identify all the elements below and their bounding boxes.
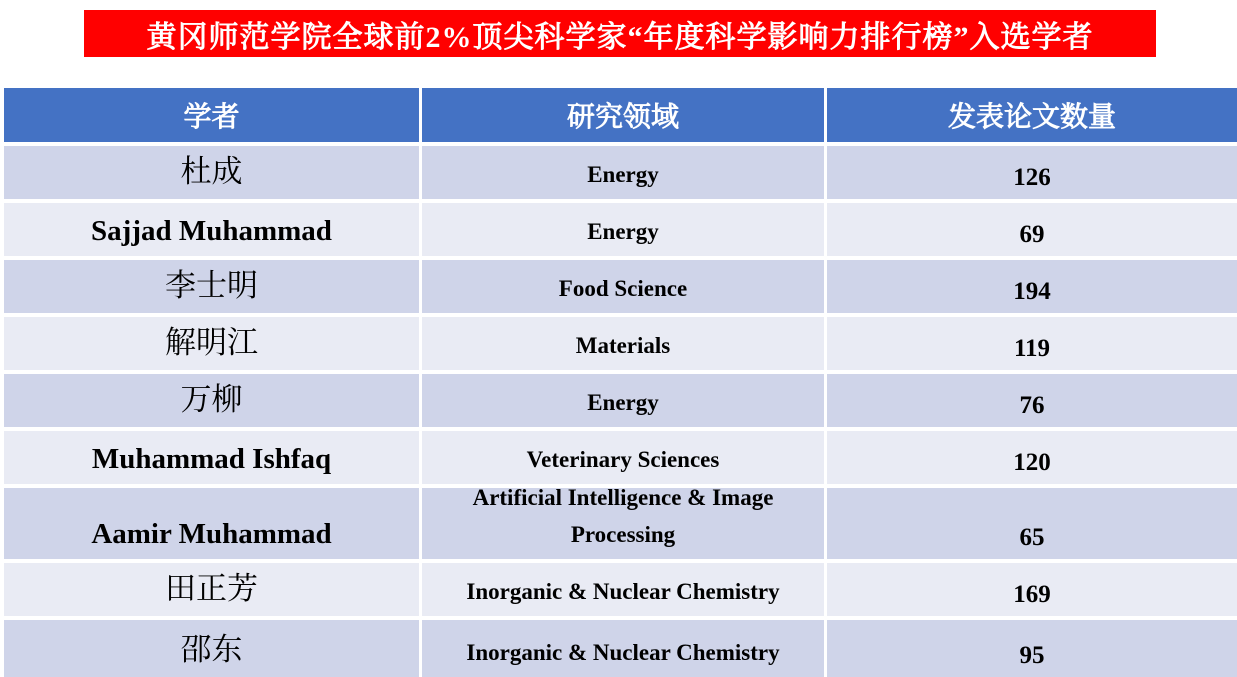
scholar-name: 万柳 [4,374,419,427]
scholars-table [4,88,1237,677]
research-field: Inorganic & Nuclear Chemistry [422,563,824,616]
scholar-name: 解明江 [4,317,419,370]
scholar-name: 杜成 [4,146,419,199]
scholar-name: Sajjad Muhammad [4,203,419,256]
paper-count: 95 [827,620,1237,677]
paper-count: 76 [827,374,1237,427]
research-field: Artificial Intelligence & Image Processing [422,488,824,559]
title-banner [84,10,1156,57]
paper-count: 194 [827,260,1237,313]
research-field: Energy [422,374,824,427]
paper-count: 69 [827,203,1237,256]
paper-count: 119 [827,317,1237,370]
column-header-scholar: 学者 [4,88,419,142]
research-field: Veterinary Sciences [422,431,824,484]
column-header-field: 研究领域 [422,88,824,142]
page-title: 黄冈师范学院全球前2%顶尖科学家“年度科学影响力排行榜”入选学者 [146,20,1094,54]
scholar-name: 邵东 [4,620,419,677]
research-field: Energy [422,203,824,256]
column-header-papers: 发表论文数量 [827,88,1237,142]
scholar-name: 田正芳 [4,563,419,616]
paper-count: 120 [827,431,1237,484]
research-field: Inorganic & Nuclear Chemistry [422,620,824,677]
research-field: Materials [422,317,824,370]
paper-count: 169 [827,563,1237,616]
research-field: Energy [422,146,824,199]
scholar-name: Muhammad Ishfaq [4,431,419,484]
scholar-name: 李士明 [4,260,419,313]
scholar-name: Aamir Muhammad [4,488,419,559]
research-field: Food Science [422,260,824,313]
paper-count: 65 [827,488,1237,559]
paper-count: 126 [827,146,1237,199]
